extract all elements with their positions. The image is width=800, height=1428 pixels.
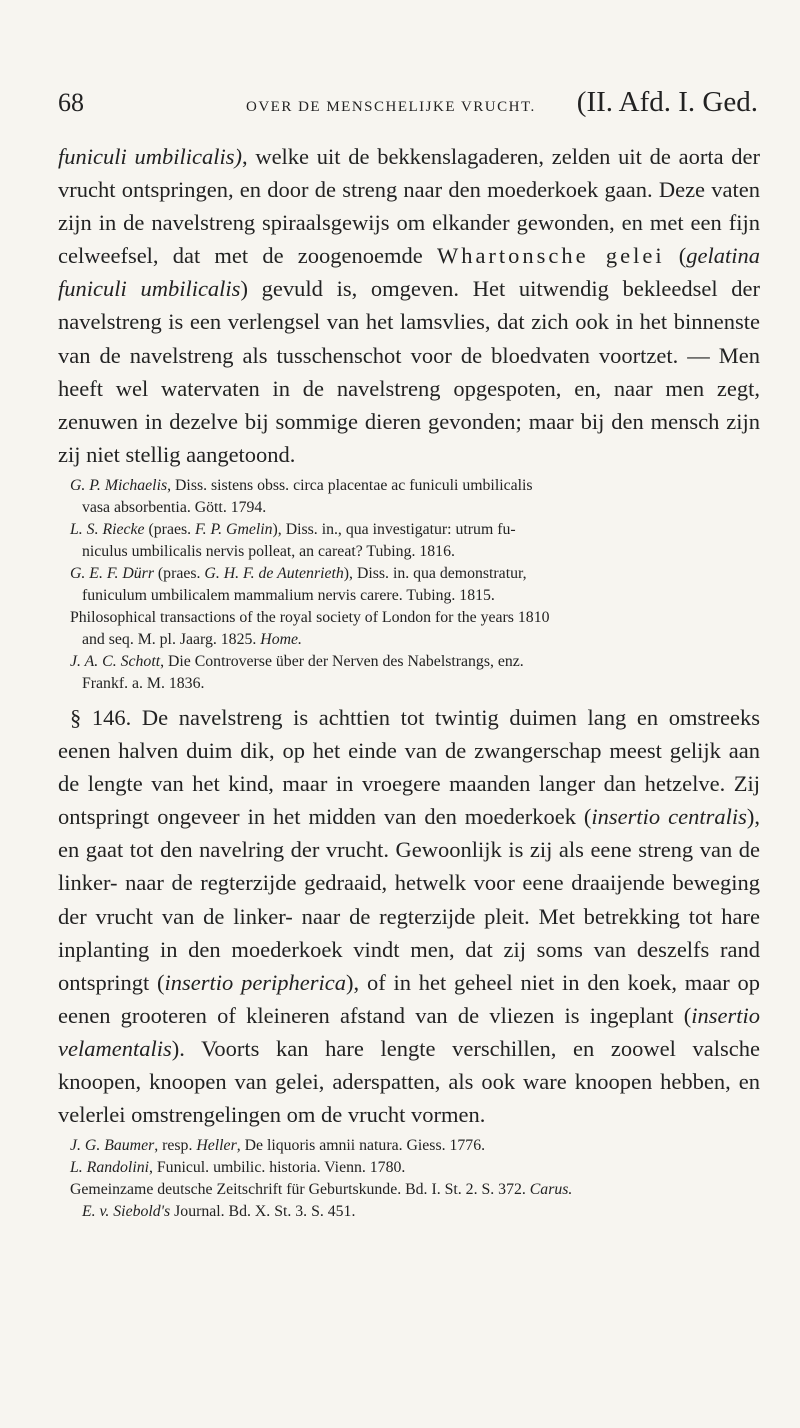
paragraph-navel-vessels: funiculi umbilicalis), welke uit de bekkenslagaderen, zelden uit de aorta der vrucht ontspringen, en door de streng naar den moederkoek gaan. Deze vaten zijn in de navelstreng spiraalsgewijs om elkander gewonden, en met een fijn celweefsel, dat met de zoogenoemde Whartonsche gelei (gelatina funiculi umbilicalis) gevuld is, omgeven. Het uitwendig bekleedsel der navelstreng is een verlengsel van het lamsvlies, dat zich ook in het binnenste van de navelstreng als tusschenschot voor de bloedvaten voortzet. — Men heeft wel watervaten in de navelstreng opgespoten, en, naar men zegt, zenuwen in dezelve bij sommige dieren gevonden; maar bij den mensch zijn zij niet stellig aangetoond. bbox=[58, 144, 761, 467]
section-label: (II. Afd. I. Ged. bbox=[576, 86, 758, 118]
running-title: OVER DE MENSCHELIJKE VRUCHT. bbox=[246, 99, 536, 115]
reference-item: J. A. C. Schott, Die Controverse über der Nerven des Nabelstrangs, enz. Frankf. a. M. 1836. bbox=[70, 652, 524, 692]
references-block-1 bbox=[70, 475, 760, 695]
references-block-2 bbox=[70, 1135, 760, 1223]
reference-item: Philosophical transactions of the royal society of London for the years 1810 and seq. M. pl. Jaarg. 1825. Home. bbox=[70, 608, 550, 648]
reference-item: G. E. F. Dürr (praes. G. H. F. de Autenrieth), Diss. in. qua demonstratur, funiculum umbilicalem mammalium nervis carere. Tubing. 1815. bbox=[70, 564, 527, 604]
page-number: 68 bbox=[58, 88, 84, 117]
reference-item: L. Randolini, Funicul. umbilic. historia. Vienn. 1780. bbox=[70, 1159, 406, 1177]
paragraph-146: § 146. De navelstreng is achttien tot twintig duimen lang en omstreeks eenen halven duim dik, op het einde van de zwangerschap meest gelijk aan de lengte van het kind, maar in vroegere maanden langer dan hetzelve. Zij ontspringt ongeveer in het midden van den moederkoek (insertio centralis), en gaat tot den navelring der vrucht. Gewoonlijk is zij als eene streng van de linker- naar de regterzijde gedraaid, hetwelk voor eene draaijende beweging der vrucht van de linker- naar de regterzijde pleit. Met betrekking tot hare inplanting in den moederkoek vindt men, dat zij soms van deszelfs rand ontspringt (insertio peripherica), of in het geheel niet in den koek, maar op eenen grooteren of kleineren afstand van de vliezen is ingeplant (insertio velamentalis). Voorts kan hare lengte verschillen, en zoowel valsche knoopen, knoopen van gelei, aderspatten, als ook ware knoopen hebben, en velerlei omstrengelingen om de vrucht vormen. bbox=[58, 704, 760, 1128]
reference-item: Gemeinzame deutsche Zeitschrift für Geburtskunde. Bd. I. St. 2. S. 372. Carus. E. v. Siebold's Journal. Bd. X. St. 3. S. 451. bbox=[70, 1181, 573, 1221]
page-body bbox=[58, 140, 760, 1229]
reference-item: J. G. Baumer, resp. Heller, De liquoris amnii natura. Giess. 1776. bbox=[70, 1137, 486, 1155]
reference-item: L. S. Riecke (praes. F. P. Gmelin), Diss. in., qua investigatur: utrum fu- niculus umbilicalis nervis polleat, an careat? Tubing. 1816. bbox=[70, 520, 516, 560]
reference-item: G. P. Michaelis, Diss. sistens obss. circa placentae ac funiculi umbilicalis vasa absorbentia. Gött. 1794. bbox=[70, 476, 533, 516]
running-header bbox=[58, 86, 758, 126]
